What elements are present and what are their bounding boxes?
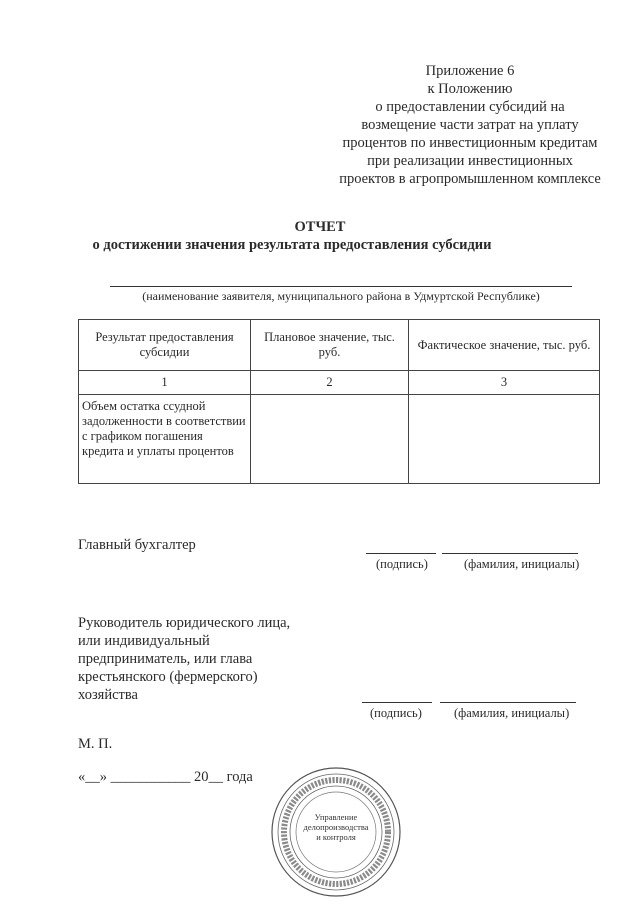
title-subtitle: о достижении значения результата предоставления субсидии (92, 237, 492, 253)
title-main: ОТЧЕТ (294, 219, 346, 235)
head-label (78, 614, 318, 704)
table-header-row (79, 320, 600, 371)
date-line: «__» ___________ 20__ года (78, 769, 253, 785)
appendix-header (300, 62, 640, 188)
actual-value-cell (409, 395, 600, 484)
column-number: 2 (251, 371, 409, 395)
head-label-line: крестьянского (фермерского) (78, 669, 258, 685)
planned-value-cell (251, 395, 409, 484)
appendix-line: процентов по инвестиционным кредитам (342, 135, 598, 151)
column-number-row (79, 371, 600, 395)
chief-accountant-name-caption: (фамилия, инициалы) (464, 557, 580, 571)
document-title (0, 218, 640, 254)
head-name-line (440, 702, 576, 703)
result-cell: Объем остатка ссудной задолженности в соответствии с графиком погашения кредита и уплаты процентов (79, 395, 251, 484)
chief-accountant-label: Главный бухгалтер (78, 537, 196, 553)
head-signature-caption: (подпись) (370, 706, 422, 720)
head-label-line: Руководитель юридического лица, (78, 615, 291, 631)
appendix-line: проектов в агропромышленном комплексе (339, 171, 601, 187)
stamp-line: делопроизводства (303, 822, 369, 832)
head-label-line: хозяйства (78, 687, 138, 703)
header-planned: Плановое значение, тыс. руб. (251, 320, 409, 371)
seal-place-mark: М. П. (78, 736, 113, 752)
stamp-line: Управление (314, 812, 358, 822)
appendix-line: при реализации инвестиционных (367, 153, 573, 169)
header-result: Результат предоставления субсидии (79, 320, 251, 371)
appendix-line: Приложение 6 (425, 63, 515, 79)
appendix-line: о предоставлении субсидий на (375, 99, 565, 115)
head-label-line: предприниматель, или глава (78, 651, 253, 667)
head-label-line: или индивидуальный (78, 633, 210, 649)
appendix-line: к Положению (427, 81, 513, 97)
report-table (78, 319, 600, 484)
chief-accountant-name-line (442, 553, 578, 554)
column-number: 1 (79, 371, 251, 395)
stamp-line: и контроля (316, 832, 356, 842)
table-row (79, 395, 600, 484)
stamp-inner-text (294, 812, 378, 842)
head-signature-line (362, 702, 432, 703)
header-actual: Фактическое значение, тыс. руб. (409, 320, 600, 371)
applicant-name-line (110, 286, 572, 287)
chief-accountant-signature-line (366, 553, 436, 554)
chief-accountant-signature-caption: (подпись) (376, 557, 428, 571)
head-name-caption: (фамилия, инициалы) (454, 706, 570, 720)
column-number: 3 (409, 371, 600, 395)
appendix-line: возмещение части затрат на уплату (361, 117, 579, 133)
applicant-caption: (наименование заявителя, муниципального района в Удмуртской Республике) (142, 289, 540, 303)
